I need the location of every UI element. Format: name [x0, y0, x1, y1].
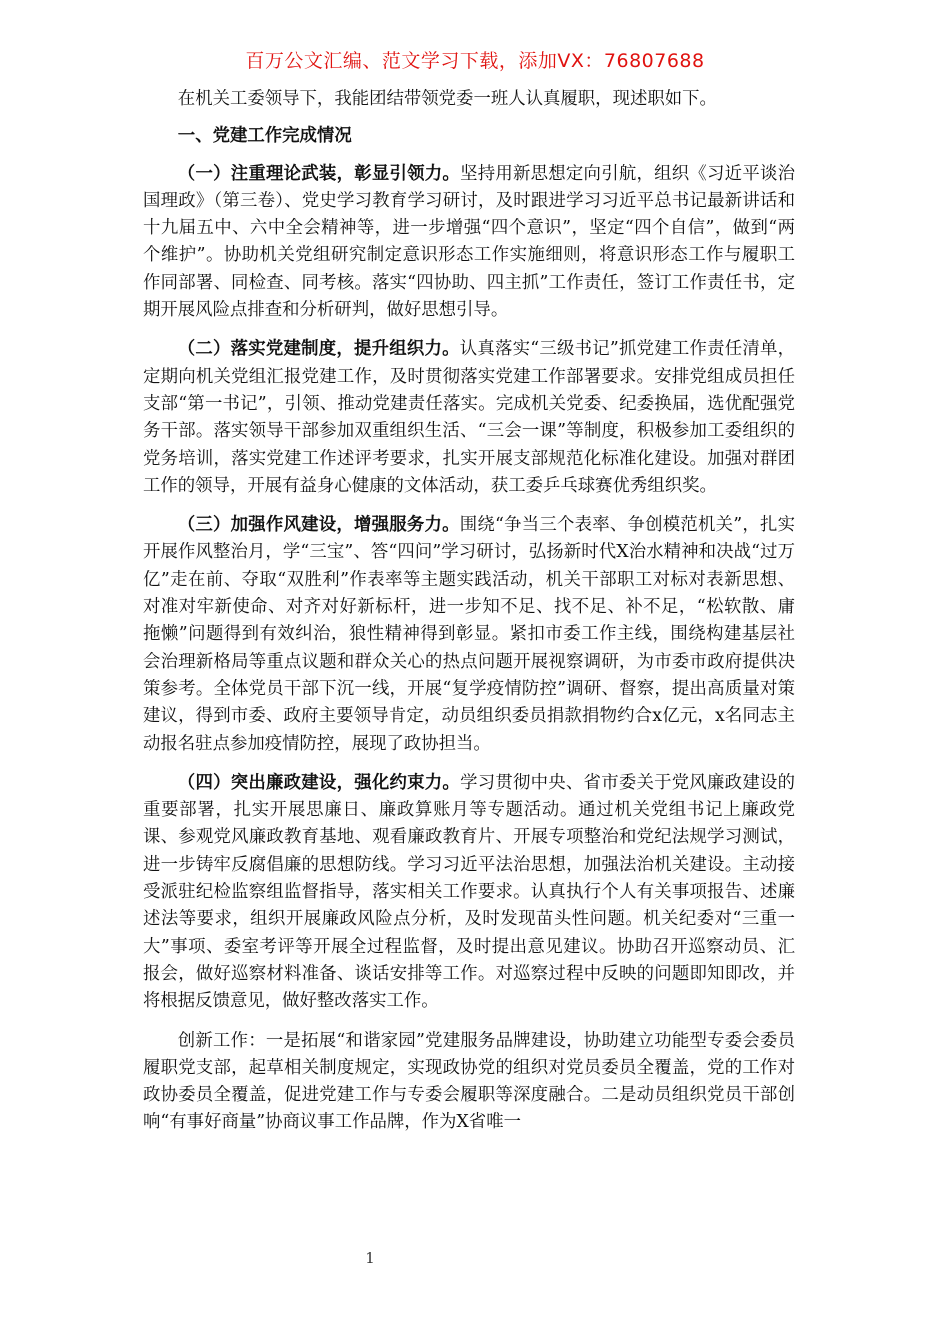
paragraph-1-body: 坚持用新思想定向引航，组织《习近平谈治国理政》（第三卷）、党史学习教育学习研讨，及时跟进学习习近平总书记最新讲话和十九届五中、六中全会精神等，进一步增强“四个意识”，坚定“四个自信”，做到“两个维护”。协助机关党组研究制定意识形态工作实施细则，将意识形态工作与履职工作同部署、同检查、同考核。落实“四协助、四主抓”工作责任，签订工作责任书，定期开展风险点排查和分析研判，做好思想引导。	[143, 163, 795, 321]
document-body	[143, 86, 795, 1137]
watermark-banner: 百万公文汇编、范文学习下载，添加VX：76807688	[245, 50, 705, 72]
paragraph-3-heading: （三）加强作风建设，增强服务力。	[177, 515, 460, 536]
intro-paragraph: 在机关工委领导下，我能团结带领党委一班人认真履职，现述职如下。	[177, 89, 717, 109]
paragraph-2-body: 认真落实“三级书记”抓党建工作责任清单，定期向机关党组汇报党建工作，及时贯彻落实党建工作部署要求。安排党组成员担任支部“第一书记”，引领、推动党建责任落实。完成机关党委、纪委换届，选优配强党务干部。落实领导干部参加双重组织生活、“三会一课”等制度，积极参加工委组织的党务培训，落实党建工作述评考要求，扎实开展支部规范化标准化建设。加强对群团工作的领导，开展有益身心健康的文体活动，获工委乒乓球赛优秀组织奖。	[143, 339, 795, 496]
paragraph-4-body: 学习贯彻中央、省市委关于党风廉政建设的重要部署，扎实开展思廉日、廉政算账月等专题活动。通过机关党组书记上廉政党课、参观党风廉政教育基地、观看廉政教育片、开展专项整治和党纪法规学习测试，进一步铸牢反腐倡廉的思想防线。学习习近平法治思想，加强法治机关建设。主动接受派驻纪检监察组监督指导，落实相关工作要求。认真执行个人有关事项报告、述廉述法等要求，组织开展廉政风险点分析，及时发现苗头性问题。机关纪委对“三重一大”事项、委室考评等开展全过程监督，及时提出意见建议。协助召开巡察动员、汇报会，做好巡察材料准备、谈话安排等工作。对巡察过程中反映的问题即知即改，并将根据反馈意见，做好整改落实工作。	[143, 772, 795, 1012]
paragraph-2-heading: （二）落实党建制度，提升组织力。	[177, 339, 460, 360]
paragraph-3	[143, 512, 795, 758]
paragraph-1-heading: （一）注重理论武装，彰显引领力。	[177, 163, 461, 184]
paragraph-2	[143, 336, 795, 500]
paragraph-3-body: 围绕“争当三个表率、争创模范机关”，扎实开展作风整治月，学“三宝”、答“四问”学习研讨，弘扬新时代X治水精神和决战“过万亿”走在前、夺取“双胜利”作表率等主题实践活动，机关干部职工对标对表新思想、对准对牢新使命、对齐对好新标杆，进一步知不足、找不足、补不足，“松软散、庸拖懒”问题得到有效纠治，狼性精神得到彰显。紧扣市委工作主线，围绕构建基层社会治理新格局等重点议题和群众关心的热点问题开展视察调研，为市委市政府提供决策参考。全体党员干部下沉一线，开展“复学疫情防控”调研、督察，提出高质量对策建议，得到市委、政府主要领导肯定，动员组织委员捐款捐物约合x亿元，x名同志主动报名驻点参加疫情防控，展现了政协担当。	[143, 515, 795, 754]
section-heading: 一、党建工作完成情况	[177, 126, 352, 147]
paragraph-4-heading: （四）突出廉政建设，强化约束力。	[177, 772, 461, 793]
innovation-paragraph: 创新工作：一是拓展“和谐家园”党建服务品牌建设，协助建立功能型专委会委员履职党支部，起草相关制度规定，实现政协党的组织对党员委员全覆盖，党的工作对政协委员全覆盖，促进党建工作与专委会履职等深度融合。二是动员组织党员干部创响“有事好商量”协商议事工作品牌，作为X省唯一	[143, 1030, 795, 1133]
paragraph-4	[143, 770, 795, 1016]
page-number: 1	[365, 1249, 375, 1267]
paragraph-1	[143, 161, 795, 325]
